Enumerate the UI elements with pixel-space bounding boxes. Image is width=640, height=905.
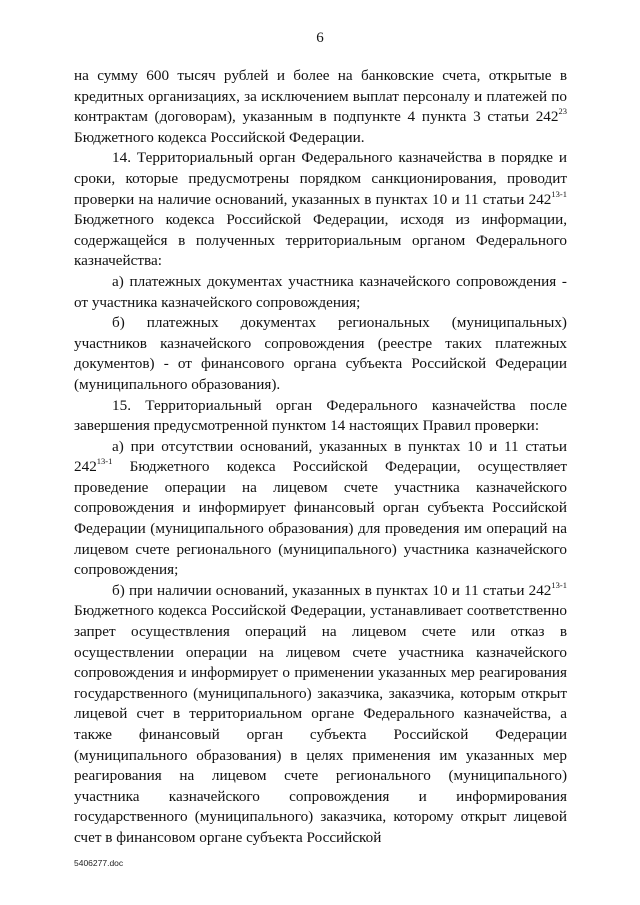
paragraph-14-a: а) платежных документах участника казначейского сопровождения - от участника казначейского сопровождения; [74,272,567,311]
paragraph-continuation [74,66,567,148]
superscript: 23 [558,106,567,117]
paragraph-15: 15. Территориальный орган Федерального казначейства после завершения предусмотренной пунктом 14 настоящих Правил проверки: [74,396,567,435]
paragraph-15-b [74,581,567,849]
paragraph-14 [74,148,567,272]
paragraph-text: 14. Территориальный орган Федерального казначейства в порядке и сроки, которые предусмотрены порядком санкционирования, проводит проверки на наличие оснований, указанных в пунктах 10 и 11 статьи 242 [74,149,567,208]
document-body [74,66,567,849]
paragraph-text-tail: Бюджетного кодекса Российской Федерации, исходя из информации, содержащейся в полученных территориальным органом Федерального казначейства: [74,211,567,270]
paragraph-text: а) при отсутствии оснований, указанных в пунктах 10 и 11 статьи 242 [74,437,567,476]
paragraph-text-tail: Бюджетного кодекса Российской Федерации, осуществляет проведение операции на лицевом счете участника казначейского сопровождения и информирует финансовый орган субъекта Российской Федерации (муниципального образования) для проведения им операций на лицевом счете регионального (муниципального) участника казначейского сопровождения; [74,458,567,579]
paragraph-text: на сумму 600 тысяч рублей и более на банковские счета, открытые в кредитных организациях, за исключением выплат персоналу и платежей по контрактам (договорам), указанным в подпункте 4 пункта 3 статьи 242 [74,67,567,126]
superscript: 13-1 [551,188,567,199]
superscript: 13-1 [551,579,567,590]
paragraph-text-tail: Бюджетного кодекса Российской Федерации, устанавливает соответственно запрет осуществления операций на лицевом счете или отказ в осуществлении операции на лицевом счете участника казначейского сопровождения и информирует о применении указанных мер реагирования государственного (муниципального) заказчика, заказчика, которым открыт лицевой счет в территориальном органе Федерального казначейства, а также финансовый орган субъекта Российской Федерации (муниципального образования) в целях применения им указанных мер реагирования на лицевом счете регионального (муниципального) участника казначейского сопровождения и информирования государственного (муниципального) заказчика, которому открыт лицевой счет в финансовом органе субъекта Российской [74,602,567,846]
paragraph-14-b: б) платежных документах региональных (муниципальных) участников казначейского сопровождения (реестре таких платежных документов) - от финансового органа субъекта Российской Федерации (муниципального образования). [74,314,567,393]
paragraph-text-tail: Бюджетного кодекса Российской Федерации. [74,128,365,146]
paragraph-15-a [74,437,567,581]
superscript: 13-1 [96,456,113,467]
page-number: 6 [316,30,324,46]
footer-filename: 5406277.doc [74,858,124,868]
paragraph-text: б) при наличии оснований, указанных в пунктах 10 и 11 статьи 242 [112,581,552,599]
